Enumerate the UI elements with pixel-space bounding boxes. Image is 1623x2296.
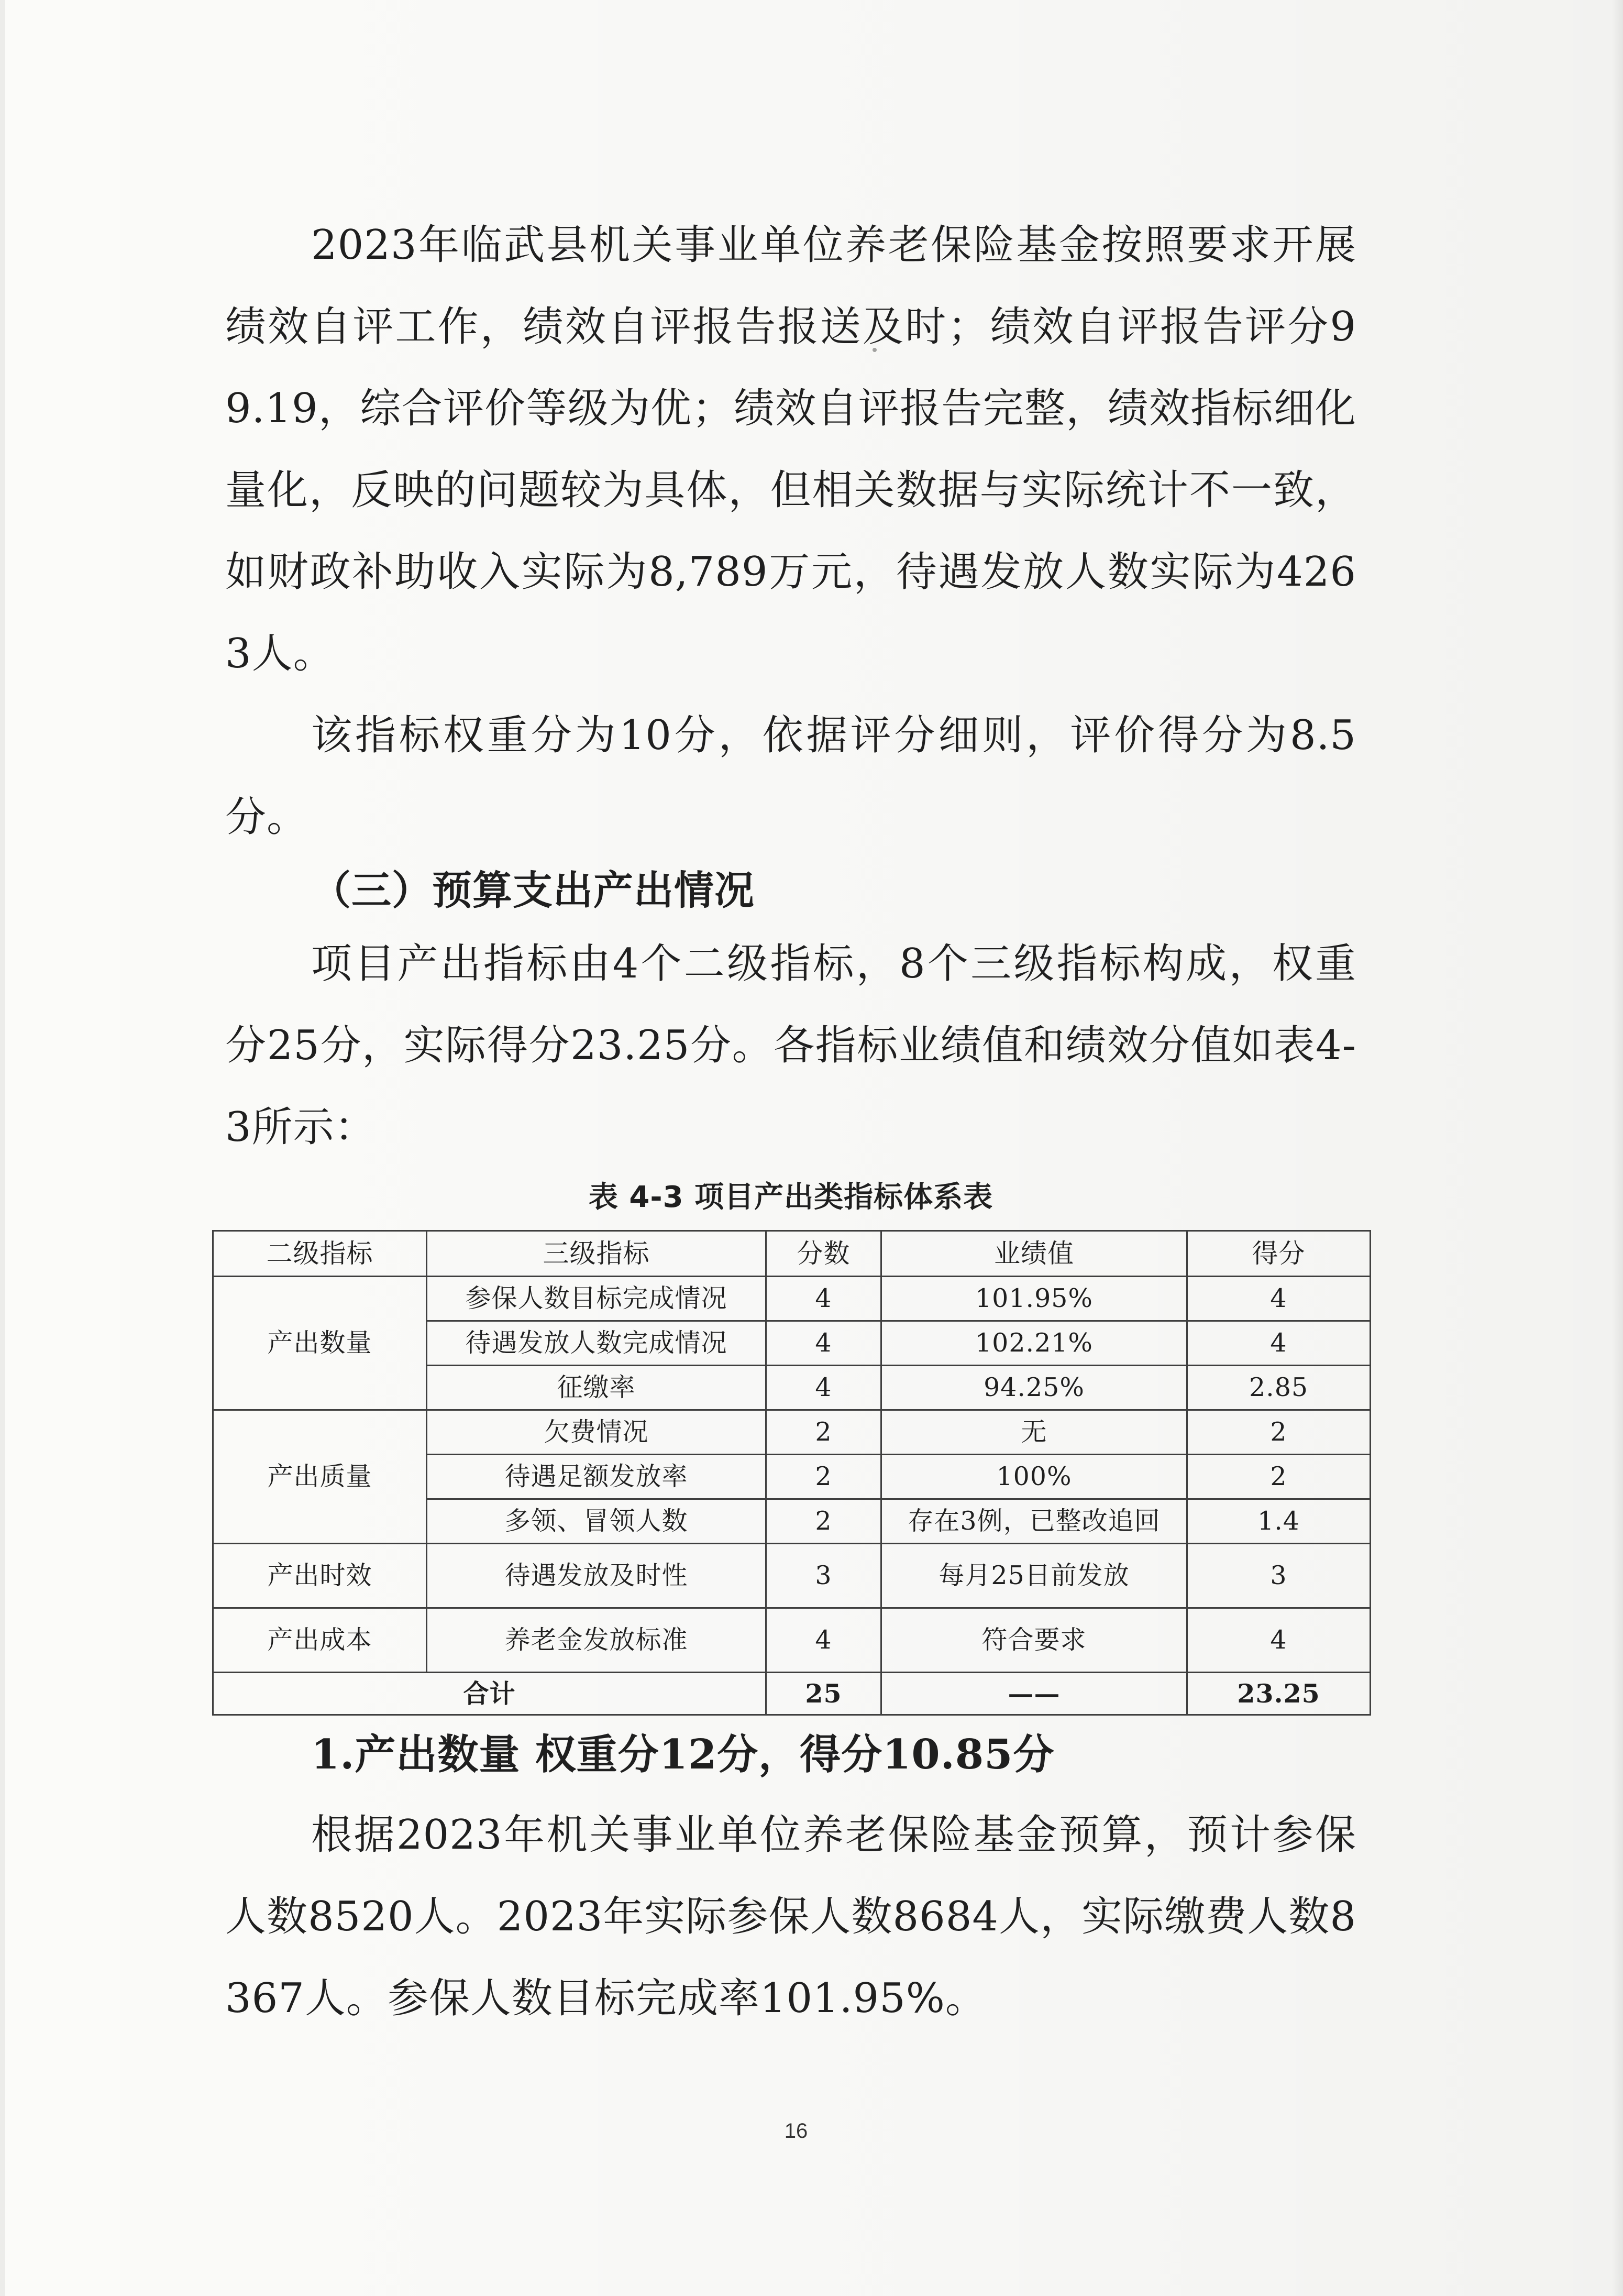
- table-row: [213, 1608, 1371, 1673]
- table-row: [213, 1544, 1371, 1608]
- table-total-row: [213, 1673, 1371, 1715]
- header-score-weight: 分数: [766, 1231, 881, 1277]
- total-label: 合计: [213, 1673, 766, 1715]
- header-third-level-indicator: 三级指标: [427, 1231, 766, 1277]
- indicator-score: 4: [1187, 1277, 1371, 1321]
- indicator-performance: 101.95%: [881, 1277, 1187, 1321]
- page-number: 16: [784, 2119, 808, 2143]
- group-label-output-timeliness: 产出时效: [213, 1544, 427, 1608]
- table-row: [213, 1410, 1371, 1455]
- total-score: 23.25: [1187, 1673, 1371, 1715]
- group-label-output-quantity: 产出数量: [213, 1277, 427, 1410]
- indicator-name: 待遇发放及时性: [427, 1544, 766, 1608]
- scan-left-edge: [0, 0, 5, 2296]
- scan-right-edge: [1611, 0, 1623, 2296]
- indicator-performance: 符合要求: [881, 1608, 1187, 1673]
- indicator-weight: 3: [766, 1544, 881, 1608]
- group-label-output-quality: 产出质量: [213, 1410, 427, 1544]
- indicator-score: 2: [1187, 1410, 1371, 1455]
- paragraph-output-quantity-detail: 根据2023年机关事业单位养老保险基金预算，预计参保人数8520人。2023年实际参保人数8684人，实际缴费人数8367人。参保人数目标完成率101.95%。: [225, 1811, 1356, 2022]
- indicator-name: 待遇足额发放率: [427, 1455, 766, 1499]
- indicator-score: 2.85: [1187, 1366, 1371, 1410]
- indicator-score: 2: [1187, 1455, 1371, 1499]
- indicator-performance: 每月25日前发放: [881, 1544, 1187, 1608]
- indicator-score: 1.4: [1187, 1499, 1371, 1544]
- indicator-name: 征缴率: [427, 1366, 766, 1410]
- total-weight: 25: [766, 1673, 881, 1715]
- indicator-weight: 4: [766, 1321, 881, 1366]
- indicator-weight: 4: [766, 1277, 881, 1321]
- output-indicator-table: [212, 1230, 1371, 1716]
- indicator-weight: 4: [766, 1608, 881, 1673]
- indicator-weight: 2: [766, 1410, 881, 1455]
- indicator-name: 欠费情况: [427, 1410, 766, 1455]
- indicator-weight: 2: [766, 1455, 881, 1499]
- indicator-table-wrapper: [212, 1230, 1370, 1716]
- indicator-score: 4: [1187, 1608, 1371, 1673]
- total-performance: ——: [881, 1673, 1187, 1715]
- indicator-weight: 4: [766, 1366, 881, 1410]
- paragraph-output-indicators: 项目产出指标由4个二级指标，8个三级指标构成，权重分25分，实际得分23.25分。各指标业绩值和绩效分值如表4-3所示：: [225, 940, 1356, 1151]
- indicator-name: 参保人数目标完成情况: [427, 1277, 766, 1321]
- indicator-performance: 102.21%: [881, 1321, 1187, 1366]
- indicator-name: 多领、冒领人数: [427, 1499, 766, 1544]
- table-header-row: [213, 1231, 1371, 1277]
- indicator-weight: 2: [766, 1499, 881, 1544]
- header-result-score: 得分: [1187, 1231, 1371, 1277]
- table-title: 表 4-3 项目产出类指标体系表: [588, 1180, 993, 1214]
- group-label-output-cost: 产出成本: [213, 1608, 427, 1673]
- paragraph-evaluation-summary: 2023年临武县机关事业单位养老保险基金按照要求开展绩效自评工作，绩效自评报告报送及时；绩效自评报告评分99.19，综合评价等级为优；绩效自评报告完整，绩效指标细化量化，反映的问题较为具体，但相关数据与实际统计不一致，如财政补助收入实际为8,789万元，待遇发放人数实际为4263人。: [225, 222, 1356, 677]
- indicator-score: 3: [1187, 1544, 1371, 1608]
- section-title-output: （三）预算支出产出情况: [311, 867, 755, 914]
- indicator-performance: 存在3例，已整改追回: [881, 1499, 1187, 1544]
- indicator-performance: 100%: [881, 1455, 1187, 1499]
- indicator-performance: 94.25%: [881, 1366, 1187, 1410]
- table-row: [213, 1277, 1371, 1321]
- header-second-level-indicator: 二级指标: [213, 1231, 427, 1277]
- indicator-name: 养老金发放标准: [427, 1608, 766, 1673]
- indicator-score: 4: [1187, 1321, 1371, 1366]
- indicator-performance: 无: [881, 1410, 1187, 1455]
- paragraph-weight-score: 该指标权重分为10分，依据评分细则，评价得分为8.5分。: [225, 712, 1356, 841]
- indicator-name: 待遇发放人数完成情况: [427, 1321, 766, 1366]
- subheading-output-quantity: 1.产出数量 权重分12分，得分10.85分: [311, 1731, 1055, 1778]
- main-content: [225, 204, 1356, 2039]
- header-performance-value: 业绩值: [881, 1231, 1187, 1277]
